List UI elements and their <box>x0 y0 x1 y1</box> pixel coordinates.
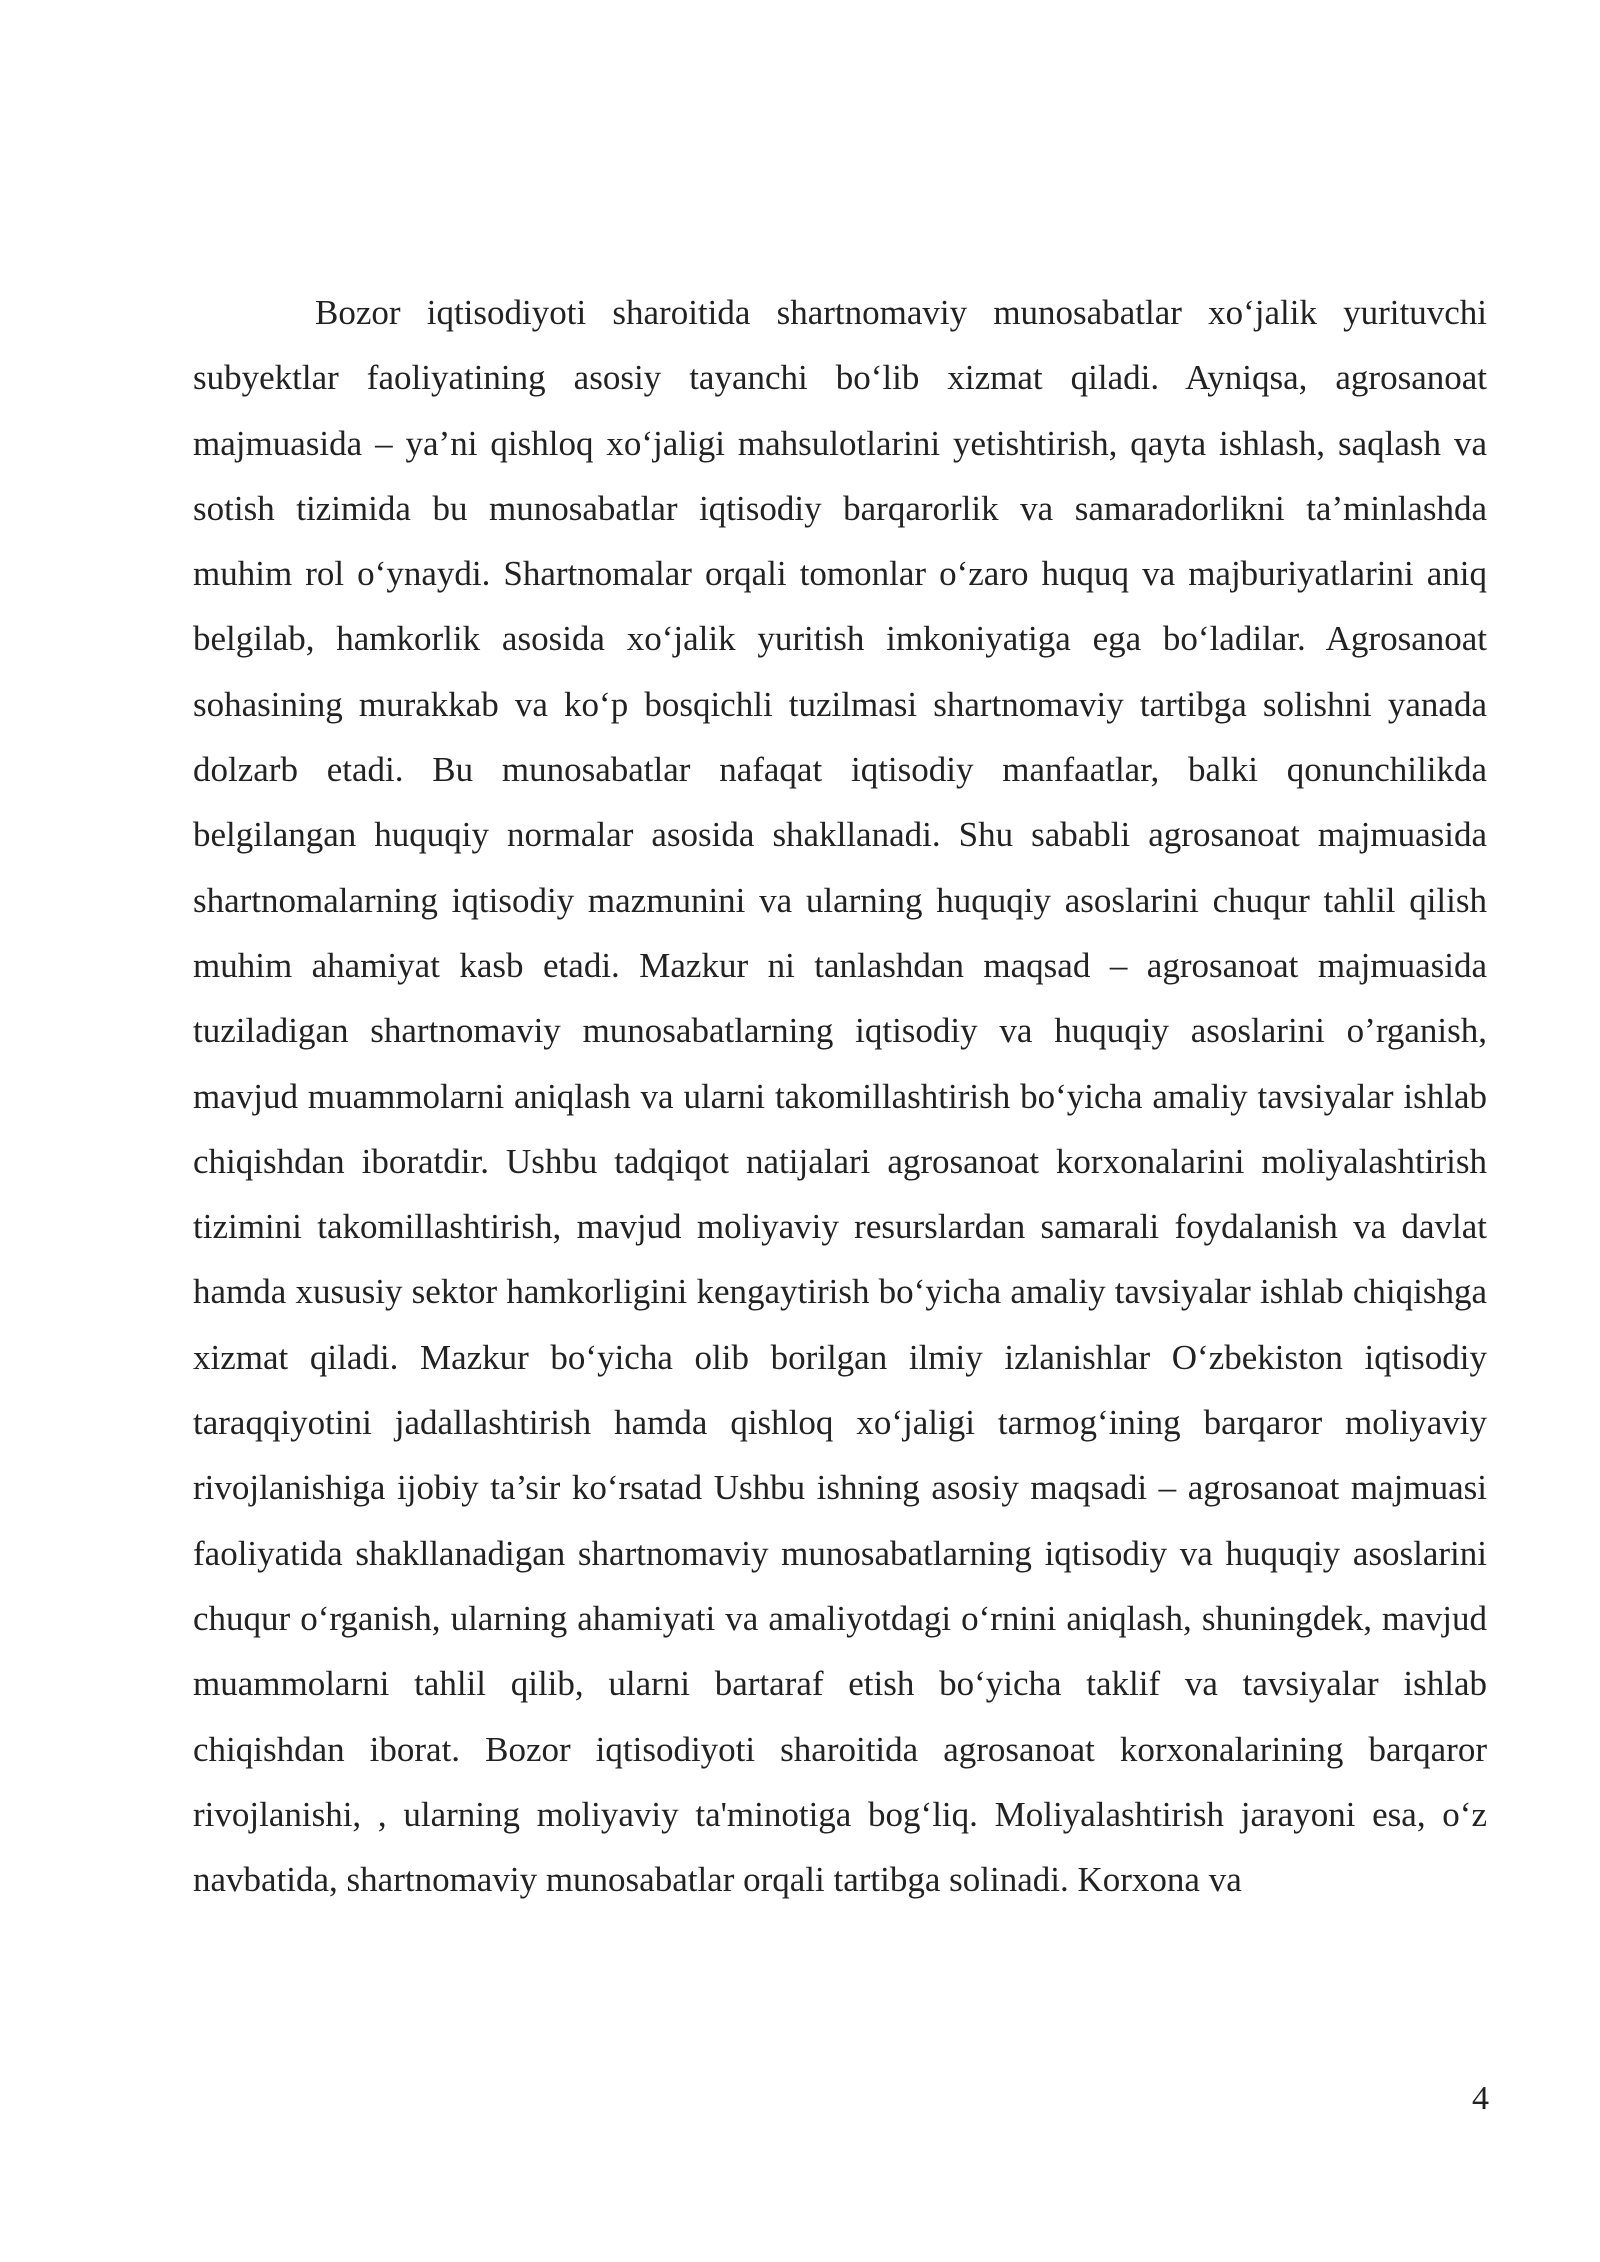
body-paragraph: Bozor iqtisodiyoti sharoitida shartnomaviy munosabatlar xo‘jalik yurituvchi subyektlar faoliyatining asosiy tayanchi bo‘lib xizmat qiladi. Ayniqsa, agrosanoat majmuasida – ya’ni qishloq xo‘jaligi mahsulotlarini yetishtirish, qayta ishlash, saqlash va sotish tizimida bu munosabatlar iqtisodiy barqarorlik va samaradorlikni ta’minlashda muhim rol o‘ynaydi. Shartnomalar orqali tomonlar o‘zaro huquq va majburiyatlarini aniq belgilab, hamkorlik asosida xo‘jalik yuritish imkoniyatiga ega bo‘ladilar. Agrosanoat sohasining murakkab va ko‘p bosqichli tuzilmasi shartnomaviy tartibga solishni yanada dolzarb etadi. Bu munosabatlar nafaqat iqtisodiy manfaatlar, balki qonunchilikda belgilangan huquqiy normalar asosida shakllanadi. Shu sababli agrosanoat majmuasida shartnomalarning iqtisodiy mazmunini va ularning huquqiy asoslarini chuqur tahlil qilish muhim ahamiyat kasb etadi. Mazkur ni tanlashdan maqsad – agrosanoat majmuasida tuziladigan shartnomaviy munosabatlarning iqtisodiy va huquqiy asoslarini o’rganish, mavjud muammolarni aniqlash va ularni takomillashtirish bo‘yicha amaliy tavsiyalar ishlab chiqishdan iboratdir. Ushbu tadqiqot natijalari agrosanoat korxonalarini moliyalashtirish tizimini takomillashtirish, mavjud moliyaviy resurslardan samarali foydalanish va davlat hamda xususiy sektor hamkorligini kengaytirish bo‘yicha amaliy tavsiyalar ishlab chiqishga xizmat qiladi. Mazkur bo‘yicha olib borilgan ilmiy izlanishlar O‘zbekiston iqtisodiy taraqqiyotini jadallashtirish hamda qishloq xo‘jaligi tarmog‘ining barqaror moliyaviy rivojlanishiga ijobiy ta’sir ko‘rsatad Ushbu ishning asosiy maqsadi – agrosanoat majmuasi faoliyatida shakllanadigan shartnomaviy munosabatlarning iqtisodiy va huquqiy asoslarini chuqur o‘rganish, ularning ahamiyati va amaliyotdagi o‘rnini aniqlash, shuningdek, mavjud muammolarni tahlil qilib, ularni bartaraf etish bo‘yicha taklif va tavsiyalar ishlab chiqishdan iborat. Bozor iqtisodiyoti sharoitida agrosanoat korxonalarining barqaror rivojlanishi, , ularning moliyaviy ta'minotiga bog‘liq. Moliyalashtirish jarayoni esa, o‘z navbatida, shartnomaviy munosabatlar orqali tartibga solinadi. Korxona va <box>193 293 1487 1900</box>
page-number: 4 <box>1472 2080 1489 2117</box>
